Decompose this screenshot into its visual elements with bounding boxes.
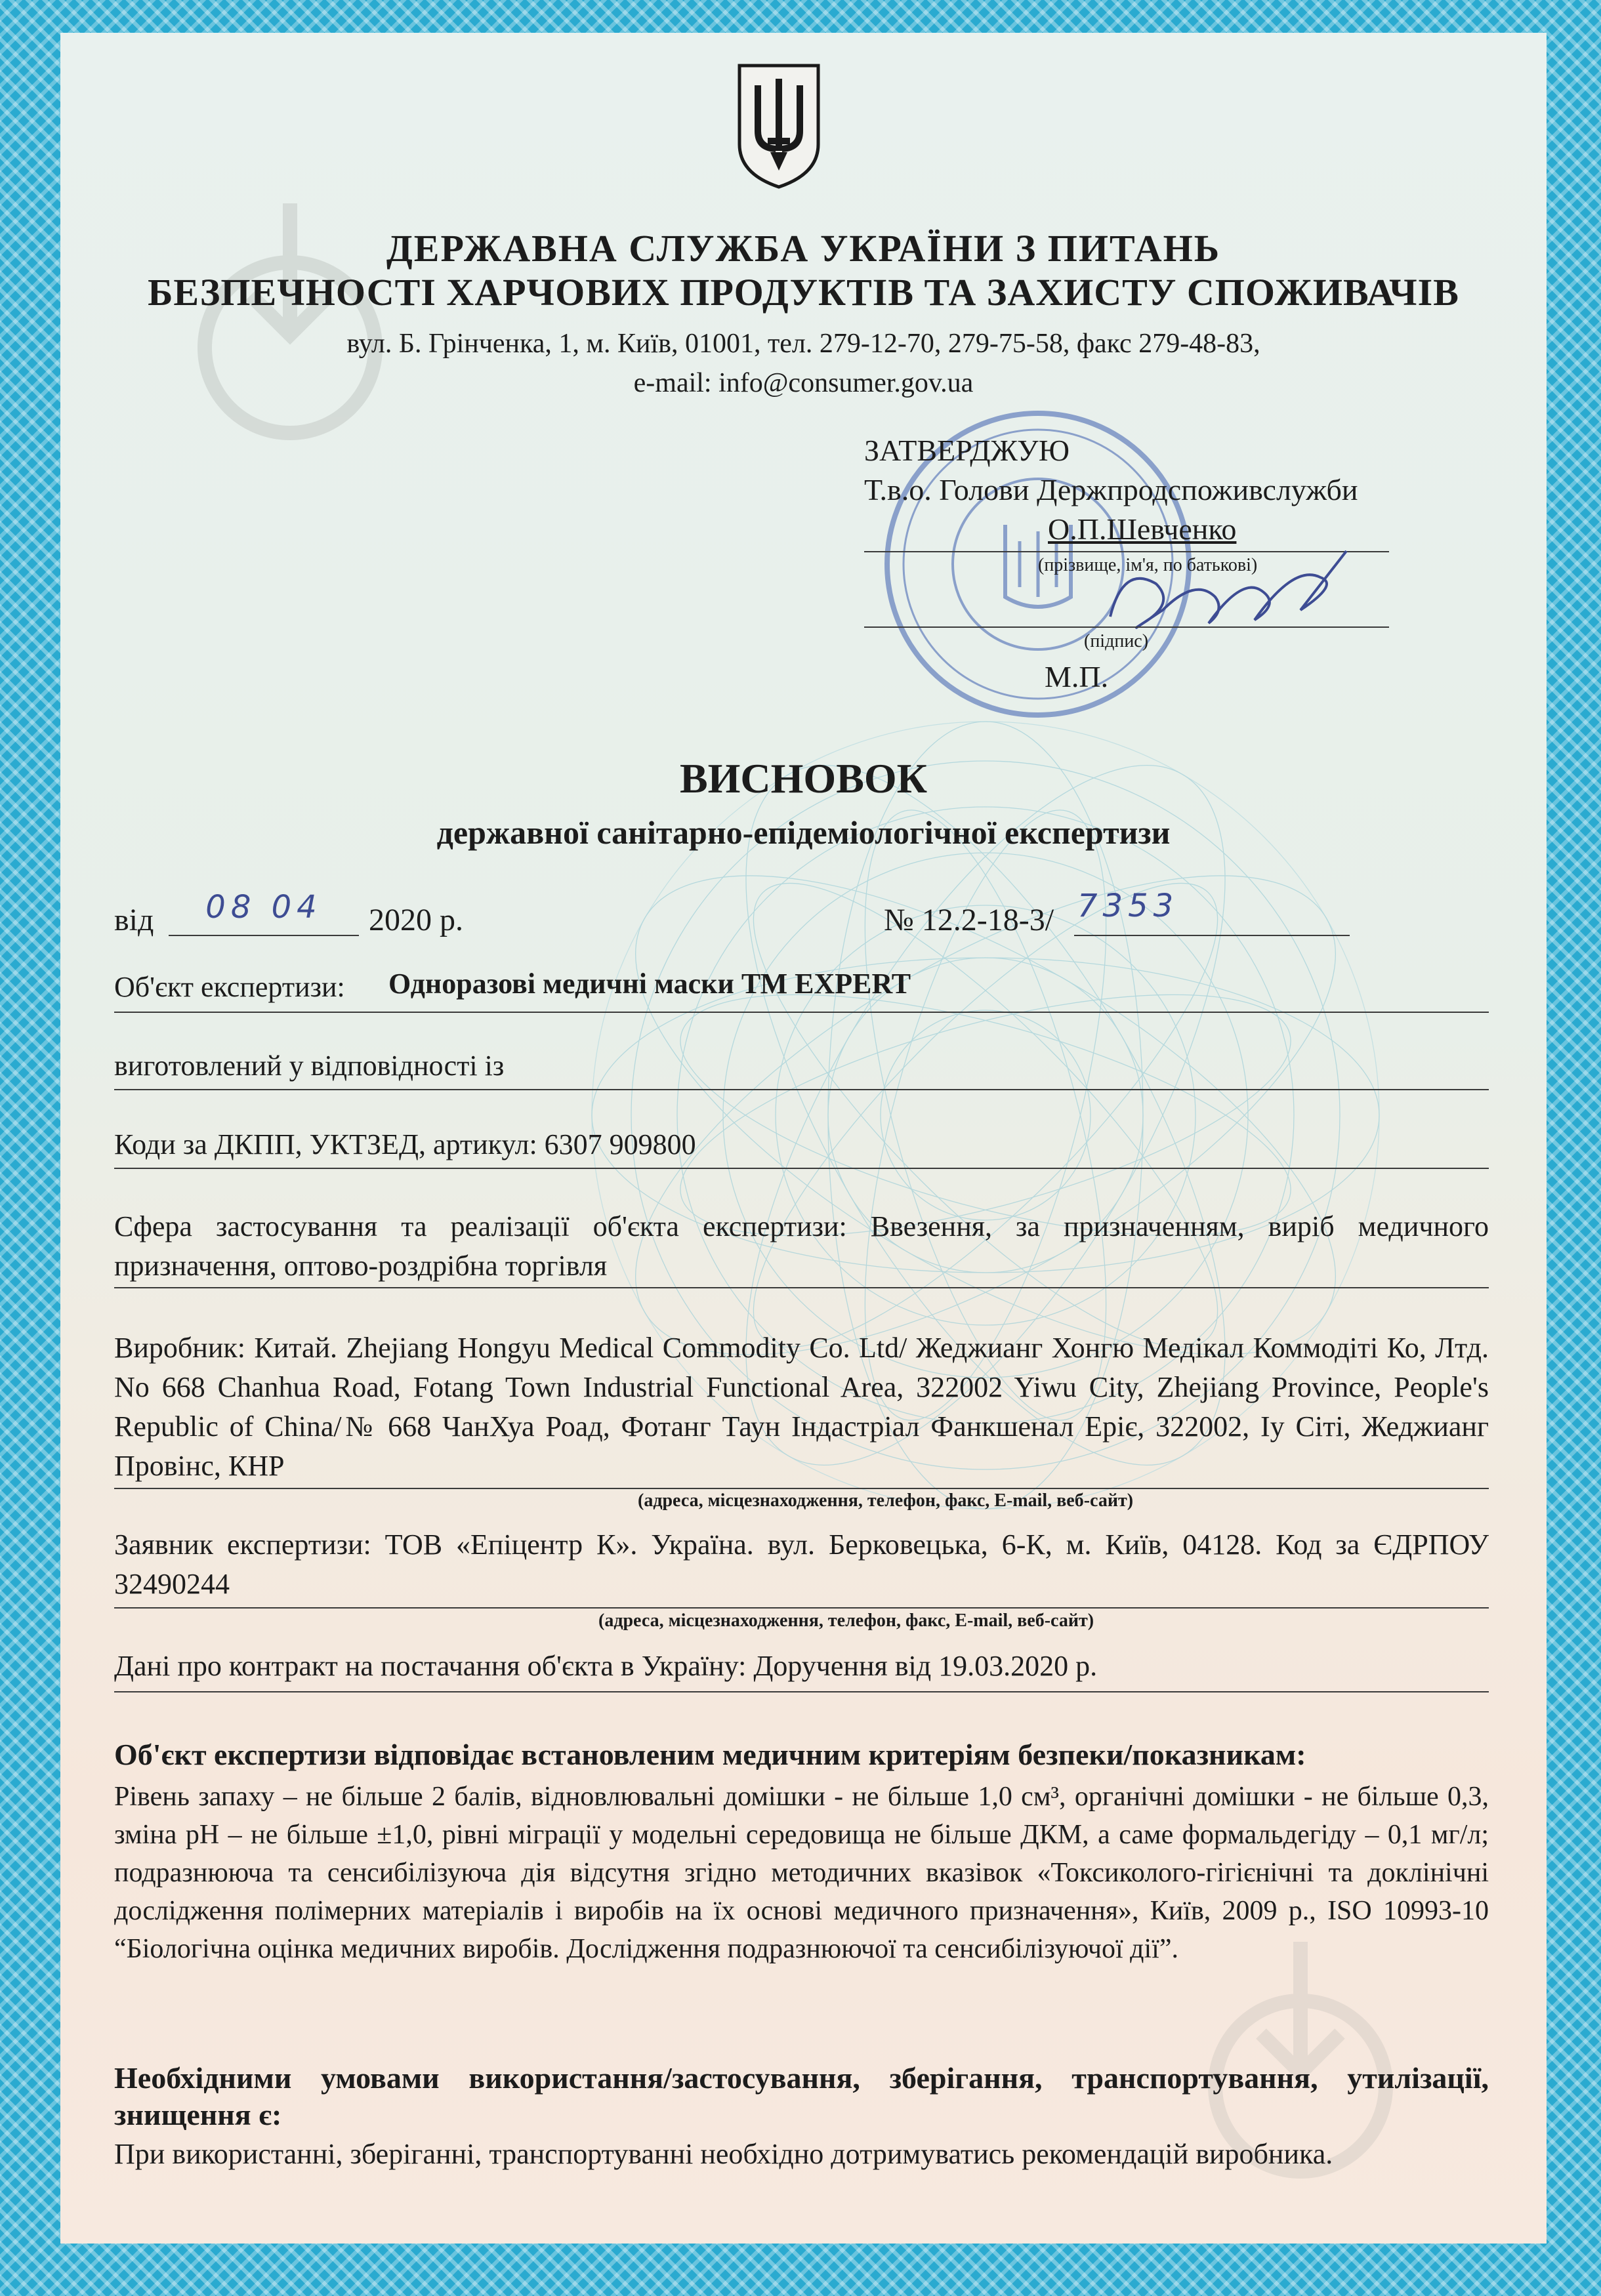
codes-line (114, 1168, 1489, 1169)
made-per-label: виготовлений у відповідності із (114, 1050, 505, 1082)
signature-caption: (підпис) (1084, 631, 1149, 651)
number-prefix: № 12.2-18-3/ (884, 903, 1054, 937)
scope-field: Сфера застосування та реалізації об'єкта експертизи: Ввезення, за призначенням, виріб медичного призначення, оптово-роздрібна торгівля (114, 1210, 1489, 1282)
signature-line (864, 626, 1389, 628)
object-value: Одноразові медичні маски ТМ EXPERT (388, 968, 911, 1000)
manufacturer-field: Виробник: Китай. Zhejiang Hongyu Medical Commodity Co. Ltd/ Жеджианг Хонгю Медікал Коммодіті Ко, Лтд. No 668 Chanhua Road, Fotang Town Industrial Functional Area, 322002 Yiwu City, Zhejiang Province, People's Republic of China/№ 668 ЧанХуа Роад, Фотанг Таун Індастріал Фанкшенал Еріє, 322002, Іу Сіті, Жеджианг Провінс, КНР (114, 1332, 1489, 1482)
criteria-text: Рівень запаху – не більше 2 балів, відновлювальні домішки - не більше 1,0 см³, органічні домішки - не більше 0,3, зміна pH – не більше ±1,0, рівні міграції у модельні середовища не більше ДКМ, а саме формальдегіду – 0,1 мг/л; подразнююча та сенсибілізуюча дія відсутня згідно методичних вказівок «Токсиколого-гігієнічні та доклінічні дослідження полімерних матеріалів і виробів на їх основі медичного призначення», Київ, 2009 р., ISO 10993-10 “Біологічна оцінка медичних виробів. Дослідження подразнюючої та сенсибілізуючої дії”. (114, 1782, 1489, 1964)
date-handwritten: 08 04 (205, 889, 322, 926)
date-year: 2020 р. (369, 903, 463, 937)
object-label: Об'єкт експертизи: (114, 971, 345, 1003)
applicant-line (114, 1607, 1489, 1609)
seal-place: М.П. (1045, 660, 1109, 693)
contract-field: Дані про контракт на постачання об'єкта в Україну: Доручення від 19.03.2020 р. (114, 1650, 1098, 1682)
agency-name-line2: БЕЗПЕЧНОСТІ ХАРЧОВИХ ПРОДУКТІВ ТА ЗАХИСТУ СПОЖИВАЧІВ (148, 271, 1459, 314)
manufacturer-caption: (адреса, місцезнаходження, телефон, факс, E-mail, веб-сайт) (638, 1490, 1134, 1511)
trident-emblem-icon (730, 59, 828, 190)
conditions-heading: Необхідними умовами використання/застосування, зберігання, транспортування, утилізації, знищення є: (114, 2061, 1489, 2131)
applicant-field: Заявник експертизи: ТОВ «Епіцентр К». Україна. вул. Берковецька, 6-К, м. Київ, 04128. Код за ЄДРПОУ 32490244 (114, 1528, 1489, 1600)
agency-name-line1: ДЕРЖАВНА СЛУЖБА УКРАЇНИ З ПИТАНЬ (386, 227, 1221, 270)
approver-name: О.П.Шевченко (1048, 512, 1237, 546)
approve-label: ЗАТВЕРДЖУЮ (864, 434, 1070, 467)
conditions-text: При використанні, зберіганні, транспортуванні необхідно дотримуватись рекомендацій виробника. (114, 2138, 1333, 2170)
approver-position: Т.в.о. Голови Держпродспоживслужби (864, 473, 1358, 506)
date-line (169, 935, 359, 936)
scope-line (114, 1287, 1489, 1288)
object-line (114, 1012, 1489, 1013)
contract-line (114, 1691, 1489, 1692)
document-sheet (60, 33, 1547, 2244)
approver-name-caption: (прізвище, ім'я, по батькові) (1038, 555, 1258, 575)
applicant-caption: (адреса, місцезнаходження, телефон, факс, E-mail, веб-сайт) (598, 1610, 1094, 1631)
number-handwritten: 7353 (1077, 888, 1179, 924)
date-prefix: від (114, 903, 154, 937)
manufacturer-line (114, 1488, 1489, 1489)
document-subtitle: державної санітарно-епідеміологічної експертизи (436, 814, 1171, 851)
document-title: ВИСНОВОК (679, 755, 928, 802)
criteria-heading: Об'єкт експертизи відповідає встановленим медичним критеріям безпеки/показникам: (114, 1738, 1306, 1771)
made-per-line (114, 1089, 1489, 1090)
codes-field: Коди за ДКПП, УКТЗЕД, артикул: 6307 909800 (114, 1128, 696, 1160)
agency-email: e-mail: info@consumer.gov.ua (633, 368, 974, 398)
agency-address: вул. Б. Грінченка, 1, м. Київ, 01001, тел. 279-12-70, 279-75-58, факс 279-48-83, (346, 329, 1260, 359)
number-line (1074, 935, 1350, 936)
